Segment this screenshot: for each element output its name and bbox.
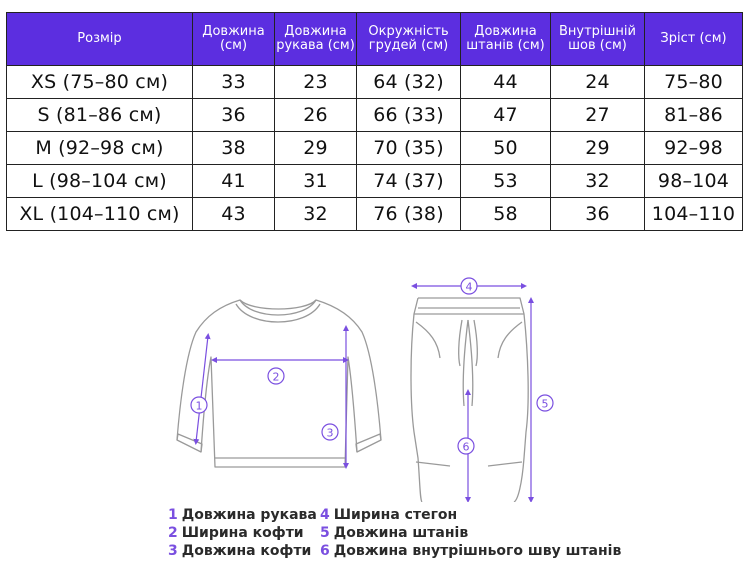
table-header-row: [7, 13, 743, 66]
legend-number: 3: [168, 543, 178, 559]
table-row: [7, 132, 743, 165]
size-table: [6, 12, 743, 231]
table-cell: 32: [551, 165, 645, 198]
table-cell: 36: [193, 99, 275, 132]
table-cell: 41: [193, 165, 275, 198]
marker-4: [461, 278, 477, 294]
svg-text:5: 5: [541, 397, 549, 411]
legend-label: Довжина кофти: [181, 543, 312, 559]
legend-number: 2: [168, 525, 178, 541]
table-cell: 75–80: [645, 66, 743, 99]
legend-item: [168, 542, 317, 560]
legend-item: [168, 524, 317, 542]
header-sleeve-length: Довжина рукава (см): [275, 13, 357, 66]
table-cell: S (81–86 см): [7, 99, 193, 132]
table-cell: 33: [193, 66, 275, 99]
table-cell: 98–104: [645, 165, 743, 198]
legend-item: [320, 506, 621, 524]
measurement-lines: [196, 286, 531, 500]
table-cell: XL (104–110 см): [7, 198, 193, 231]
table-cell: 26: [275, 99, 357, 132]
header-length: Довжина (см): [193, 13, 275, 66]
marker-5: [537, 395, 553, 411]
table-cell: 76 (38): [357, 198, 461, 231]
table-cell: 43: [193, 198, 275, 231]
legend-column-2: [320, 506, 621, 560]
table-cell: 70 (35): [357, 132, 461, 165]
header-size: Розмір: [7, 13, 193, 66]
table-cell: 104–110: [645, 198, 743, 231]
table-cell: 53: [461, 165, 551, 198]
table-cell: 74 (37): [357, 165, 461, 198]
table-cell: 36: [551, 198, 645, 231]
svg-text:2: 2: [272, 370, 280, 384]
marker-6: [458, 438, 474, 454]
table-cell: 23: [275, 66, 357, 99]
table-cell: 47: [461, 99, 551, 132]
table-row: [7, 66, 743, 99]
table-row: [7, 99, 743, 132]
table-cell: 44: [461, 66, 551, 99]
legend-number: 6: [320, 543, 330, 559]
legend-number: 1: [168, 507, 178, 523]
table-cell: L (98–104 см): [7, 165, 193, 198]
svg-text:3: 3: [326, 426, 334, 440]
legend-label: Довжина рукава: [181, 507, 317, 523]
svg-text:6: 6: [462, 440, 470, 454]
table-row: [7, 165, 743, 198]
marker-3: [322, 424, 338, 440]
table-cell: 29: [275, 132, 357, 165]
table-cell: 50: [461, 132, 551, 165]
header-chest: Окружність грудей (см): [357, 13, 461, 66]
legend-number: 4: [320, 507, 330, 523]
table-cell: 92–98: [645, 132, 743, 165]
table-cell: 31: [275, 165, 357, 198]
table-cell: XS (75–80 см): [7, 66, 193, 99]
table-cell: 64 (32): [357, 66, 461, 99]
table-cell: 38: [193, 132, 275, 165]
table-cell: 27: [551, 99, 645, 132]
legend-number: 5: [320, 525, 330, 541]
svg-text:4: 4: [465, 280, 473, 294]
legend-label: Ширина кофти: [181, 525, 304, 541]
legend-item: [168, 506, 317, 524]
garment-diagram: [0, 262, 752, 502]
legend-column-1: [168, 506, 317, 560]
svg-text:1: 1: [195, 399, 203, 413]
table-cell: 32: [275, 198, 357, 231]
table-cell: 66 (33): [357, 99, 461, 132]
legend-item: [320, 524, 621, 542]
table-cell: 58: [461, 198, 551, 231]
header-pants-length: Довжина штанів (см): [461, 13, 551, 66]
table-cell: M (92–98 см): [7, 132, 193, 165]
header-height: Зріст (см): [645, 13, 743, 66]
marker-1: [191, 397, 207, 413]
pants-drawing: [411, 298, 528, 502]
legend-label: Довжина внутрішнього шву штанів: [333, 543, 622, 559]
table-cell: 24: [551, 66, 645, 99]
legend-label: Довжина штанів: [333, 525, 469, 541]
table-cell: 81–86: [645, 99, 743, 132]
table-cell: 29: [551, 132, 645, 165]
header-inseam: Внутрішній шов (см): [551, 13, 645, 66]
marker-2: [268, 368, 284, 384]
table-row: [7, 198, 743, 231]
legend-label: Ширина стегон: [333, 507, 458, 523]
legend-item: [320, 542, 621, 560]
